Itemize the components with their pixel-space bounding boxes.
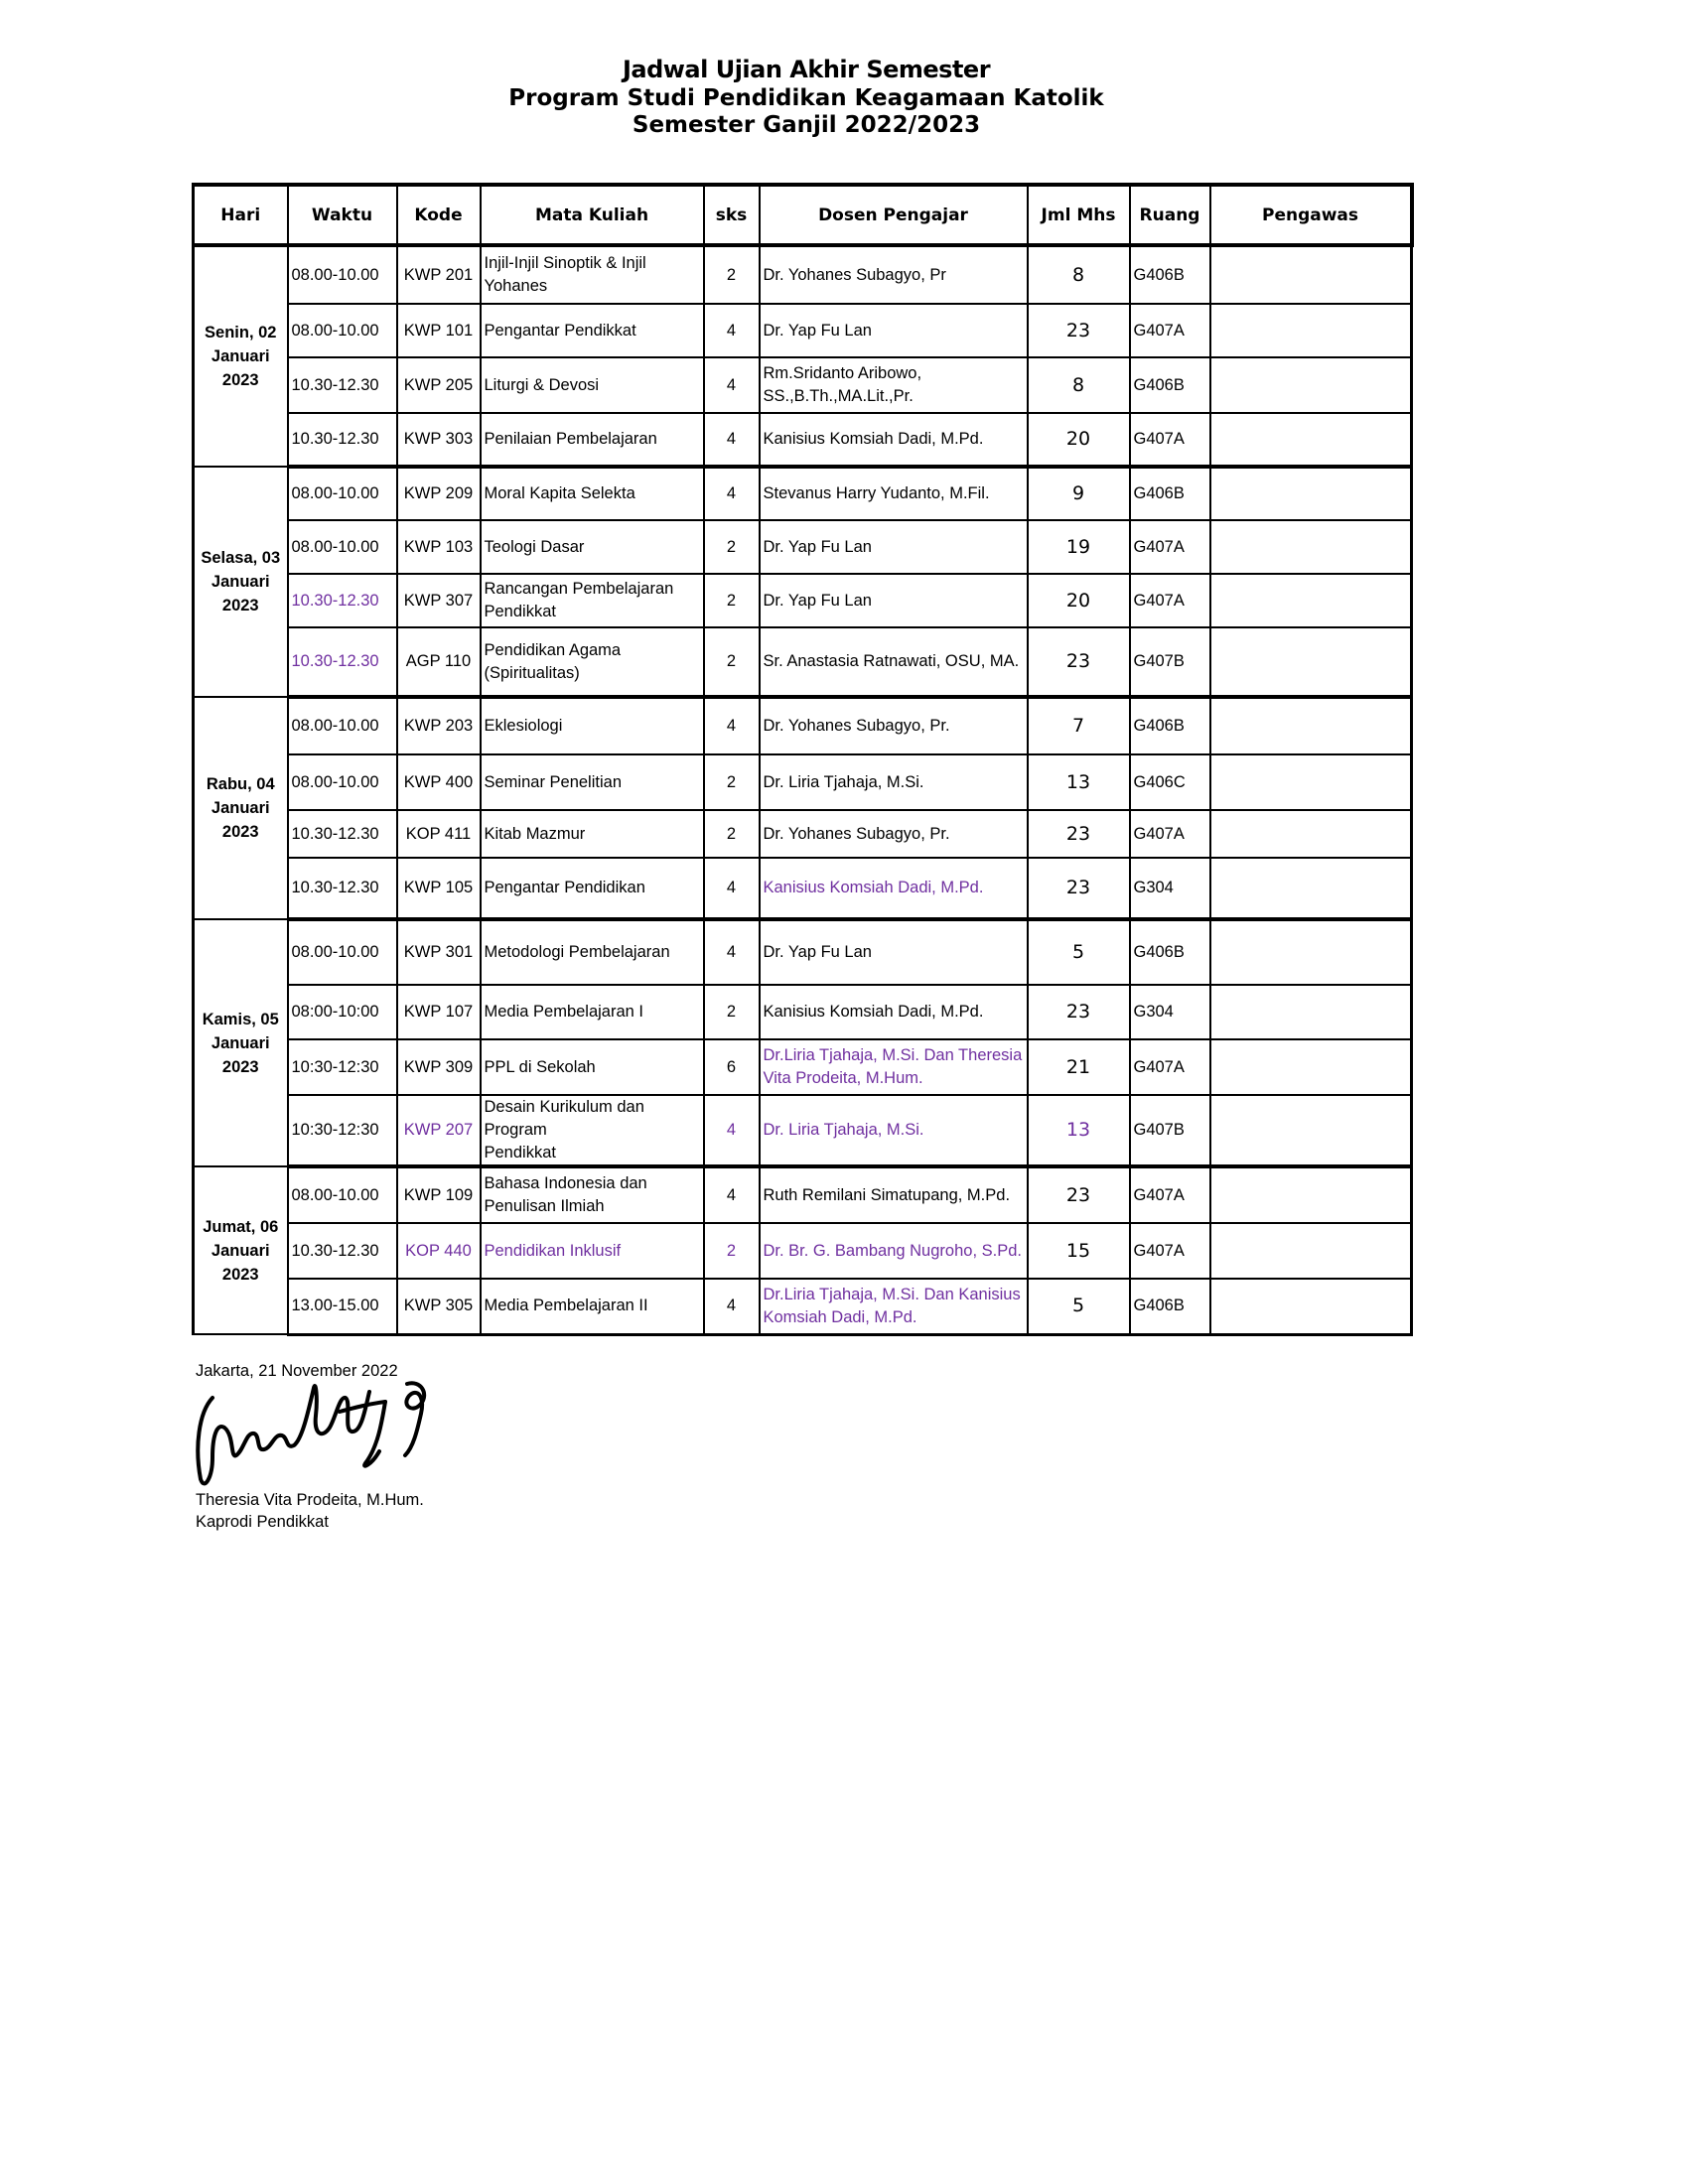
day-label-line: Jumat, 06 bbox=[203, 1217, 279, 1236]
cell-hari bbox=[194, 467, 288, 697]
table-row bbox=[194, 357, 1412, 413]
cell-kode: KOP 411 bbox=[397, 810, 481, 858]
cell-pengawas bbox=[1210, 1166, 1412, 1223]
cell-mata-kuliah bbox=[481, 1039, 704, 1095]
table-row bbox=[194, 1095, 1412, 1166]
cell-text-line: Metodologi Pembelajaran bbox=[484, 943, 670, 961]
cell-text-line: Pendikkat bbox=[484, 1144, 556, 1161]
cell-ruang: G407A bbox=[1130, 304, 1210, 357]
cell-text-line: Penulisan Ilmiah bbox=[484, 1197, 605, 1215]
cell-text-line: Pendidikan Inklusif bbox=[484, 1241, 622, 1260]
cell-mata-kuliah bbox=[481, 1279, 704, 1334]
cell-sks: 2 bbox=[704, 627, 760, 697]
cell-mata-kuliah bbox=[481, 574, 704, 627]
cell-sks: 2 bbox=[704, 1223, 760, 1279]
table-row bbox=[194, 858, 1412, 919]
cell-ruang: G304 bbox=[1130, 858, 1210, 919]
cell-text-line: Desain Kurikulum dan Program bbox=[484, 1098, 644, 1139]
cell-jml-mhs: 23 bbox=[1028, 1166, 1130, 1223]
cell-text-line: Kitab Mazmur bbox=[484, 824, 586, 843]
cell-pengawas bbox=[1210, 919, 1412, 985]
cell-kode: KWP 301 bbox=[397, 919, 481, 985]
cell-dosen bbox=[760, 810, 1028, 858]
cell-dosen bbox=[760, 1166, 1028, 1223]
cell-waktu: 10.30-12.30 bbox=[288, 627, 397, 697]
cell-jml-mhs: 23 bbox=[1028, 858, 1130, 919]
cell-text-line: Penilaian Pembelajaran bbox=[484, 430, 657, 448]
cell-waktu: 08.00-10.00 bbox=[288, 245, 397, 304]
column-header-pengawas: Pengawas bbox=[1210, 185, 1412, 245]
cell-sks: 4 bbox=[704, 1095, 760, 1166]
cell-ruang: G406B bbox=[1130, 357, 1210, 413]
day-label-line: Januari bbox=[211, 1033, 270, 1052]
cell-mata-kuliah bbox=[481, 697, 704, 754]
cell-ruang: G407A bbox=[1130, 810, 1210, 858]
cell-pengawas bbox=[1210, 1039, 1412, 1095]
cell-kode: KWP 203 bbox=[397, 697, 481, 754]
cell-kode: KWP 109 bbox=[397, 1166, 481, 1223]
cell-text-line: Eklesiologi bbox=[484, 717, 563, 735]
cell-text-line: Vita Prodeita, M.Hum. bbox=[763, 1069, 923, 1087]
cell-ruang: G406B bbox=[1130, 697, 1210, 754]
cell-mata-kuliah bbox=[481, 357, 704, 413]
cell-text-line: Rm.Sridanto Aribowo, bbox=[763, 364, 922, 382]
cell-ruang: G407A bbox=[1130, 413, 1210, 467]
cell-dosen bbox=[760, 985, 1028, 1039]
cell-kode: KWP 303 bbox=[397, 413, 481, 467]
cell-pengawas bbox=[1210, 985, 1412, 1039]
table-row bbox=[194, 810, 1412, 858]
cell-waktu: 08.00-10.00 bbox=[288, 1166, 397, 1223]
cell-text-line: Dr. Yap Fu Lan bbox=[763, 591, 872, 610]
cell-jml-mhs: 13 bbox=[1028, 1095, 1130, 1166]
cell-sks: 6 bbox=[704, 1039, 760, 1095]
cell-ruang: G407B bbox=[1130, 627, 1210, 697]
cell-waktu: 10:30-12:30 bbox=[288, 1095, 397, 1166]
cell-dosen bbox=[760, 520, 1028, 574]
table-row bbox=[194, 627, 1412, 697]
cell-kode: KWP 103 bbox=[397, 520, 481, 574]
cell-jml-mhs: 21 bbox=[1028, 1039, 1130, 1095]
day-label-line: Rabu, 04 bbox=[206, 775, 275, 793]
day-label-line: Januari bbox=[211, 799, 270, 817]
cell-jml-mhs: 13 bbox=[1028, 754, 1130, 810]
cell-mata-kuliah bbox=[481, 467, 704, 520]
day-label-line: 2023 bbox=[221, 371, 259, 389]
cell-pengawas bbox=[1210, 467, 1412, 520]
exam-schedule-table bbox=[192, 183, 1414, 1336]
cell-dosen bbox=[760, 467, 1028, 520]
day-label-line: Januari bbox=[211, 1241, 270, 1260]
cell-kode: KWP 305 bbox=[397, 1279, 481, 1334]
cell-sks: 2 bbox=[704, 245, 760, 304]
cell-text-line: Liturgi & Devosi bbox=[484, 375, 600, 394]
semester-title: Semester Ganjil 2022/2023 bbox=[632, 112, 981, 138]
cell-dosen bbox=[760, 1039, 1028, 1095]
table-body bbox=[194, 245, 1412, 1334]
cell-text-line: Dr. Yohanes Subagyo, Pr. bbox=[763, 717, 950, 735]
cell-pengawas bbox=[1210, 245, 1412, 304]
cell-text-line: PPL di Sekolah bbox=[484, 1057, 596, 1076]
cell-mata-kuliah bbox=[481, 304, 704, 357]
table-row bbox=[194, 574, 1412, 627]
cell-ruang: G304 bbox=[1130, 985, 1210, 1039]
cell-jml-mhs: 23 bbox=[1028, 810, 1130, 858]
cell-text-line: Dr. Liria Tjahaja, M.Si. bbox=[763, 772, 924, 791]
cell-ruang: G407A bbox=[1130, 574, 1210, 627]
day-label-line: 2023 bbox=[221, 597, 259, 614]
day-label-line: 2023 bbox=[221, 1057, 259, 1076]
cell-text-line: SS.,B.Th.,MA.Lit.,Pr. bbox=[763, 387, 914, 405]
cell-jml-mhs: 23 bbox=[1028, 985, 1130, 1039]
column-header-ruang: Ruang bbox=[1130, 185, 1210, 245]
column-header-hari: Hari bbox=[194, 185, 288, 245]
cell-pengawas bbox=[1210, 304, 1412, 357]
cell-pengawas bbox=[1210, 357, 1412, 413]
cell-text-line: Dr.Liria Tjahaja, M.Si. Dan Kanisius bbox=[763, 1285, 1021, 1303]
cell-waktu: 08.00-10.00 bbox=[288, 919, 397, 985]
cell-pengawas bbox=[1210, 1223, 1412, 1279]
cell-text-line: Rancangan Pembelajaran bbox=[484, 580, 674, 598]
column-header-kode: Kode bbox=[397, 185, 481, 245]
cell-ruang: G407A bbox=[1130, 1223, 1210, 1279]
cell-pengawas bbox=[1210, 574, 1412, 627]
cell-kode: KWP 207 bbox=[397, 1095, 481, 1166]
cell-jml-mhs: 23 bbox=[1028, 627, 1130, 697]
table-row bbox=[194, 919, 1412, 985]
cell-hari bbox=[194, 1166, 288, 1334]
cell-waktu: 10.30-12.30 bbox=[288, 858, 397, 919]
day-label-line: Senin, 02 bbox=[205, 324, 277, 341]
cell-kode: KWP 307 bbox=[397, 574, 481, 627]
cell-jml-mhs: 8 bbox=[1028, 357, 1130, 413]
cell-text-line: Media Pembelajaran II bbox=[484, 1297, 648, 1315]
cell-waktu: 13.00-15.00 bbox=[288, 1279, 397, 1334]
cell-text-line: Pendikkat bbox=[484, 603, 556, 620]
day-label-line: 2023 bbox=[221, 1265, 259, 1284]
cell-text-line: Moral Kapita Selekta bbox=[484, 484, 635, 502]
cell-text-line: Injil-Injil Sinoptik & Injil Yohanes bbox=[484, 254, 646, 295]
cell-ruang: G407A bbox=[1130, 1166, 1210, 1223]
cell-text-line: Dr. Yohanes Subagyo, Pr bbox=[763, 265, 946, 284]
cell-sks: 4 bbox=[704, 858, 760, 919]
cell-text-line: Media Pembelajaran I bbox=[484, 1003, 644, 1021]
cell-waktu: 08.00-10.00 bbox=[288, 520, 397, 574]
cell-pengawas bbox=[1210, 1279, 1412, 1334]
cell-mata-kuliah bbox=[481, 858, 704, 919]
cell-pengawas bbox=[1210, 627, 1412, 697]
cell-sks: 2 bbox=[704, 985, 760, 1039]
cell-pengawas bbox=[1210, 413, 1412, 467]
cell-sks: 4 bbox=[704, 467, 760, 520]
cell-kode: KWP 101 bbox=[397, 304, 481, 357]
cell-kode: KWP 205 bbox=[397, 357, 481, 413]
cell-dosen bbox=[760, 574, 1028, 627]
cell-kode: KWP 105 bbox=[397, 858, 481, 919]
cell-dosen bbox=[760, 697, 1028, 754]
cell-ruang: G406B bbox=[1130, 467, 1210, 520]
cell-sks: 4 bbox=[704, 304, 760, 357]
table-row bbox=[194, 467, 1412, 520]
cell-text-line: Bahasa Indonesia dan bbox=[484, 1174, 647, 1192]
cell-kode: KWP 309 bbox=[397, 1039, 481, 1095]
cell-jml-mhs: 5 bbox=[1028, 1279, 1130, 1334]
cell-waktu: 08.00-10.00 bbox=[288, 304, 397, 357]
cell-sks: 4 bbox=[704, 413, 760, 467]
cell-text-line: Teologi Dasar bbox=[484, 537, 585, 556]
cell-text-line: Kanisius Komsiah Dadi, M.Pd. bbox=[763, 430, 984, 448]
signatory-role: Kaprodi Pendikkat bbox=[196, 1513, 329, 1531]
cell-kode: KWP 209 bbox=[397, 467, 481, 520]
column-header-sks: sks bbox=[704, 185, 760, 245]
table-row bbox=[194, 754, 1412, 810]
cell-mata-kuliah bbox=[481, 245, 704, 304]
cell-mata-kuliah bbox=[481, 754, 704, 810]
cell-text-line: (Spiritualitas) bbox=[484, 663, 580, 682]
cell-waktu: 10.30-12.30 bbox=[288, 1223, 397, 1279]
cell-hari bbox=[194, 697, 288, 919]
cell-waktu: 10.30-12.30 bbox=[288, 413, 397, 467]
cell-waktu: 10.30-12.30 bbox=[288, 810, 397, 858]
cell-mata-kuliah bbox=[481, 810, 704, 858]
cell-jml-mhs: 9 bbox=[1028, 467, 1130, 520]
cell-ruang: G406B bbox=[1130, 919, 1210, 985]
cell-kode: KWP 201 bbox=[397, 245, 481, 304]
cell-sks: 2 bbox=[704, 754, 760, 810]
column-header-waktu: Waktu bbox=[288, 185, 397, 245]
cell-jml-mhs: 8 bbox=[1028, 245, 1130, 304]
day-label-line: 2023 bbox=[221, 823, 259, 841]
cell-sks: 4 bbox=[704, 1279, 760, 1334]
cell-sks: 2 bbox=[704, 520, 760, 574]
cell-text-line: Sr. Anastasia Ratnawati, OSU, MA. bbox=[763, 652, 1020, 670]
table-row bbox=[194, 520, 1412, 574]
cell-text-line: Pengantar Pendidikan bbox=[484, 879, 645, 896]
table-row bbox=[194, 1223, 1412, 1279]
cell-pengawas bbox=[1210, 858, 1412, 919]
cell-sks: 4 bbox=[704, 357, 760, 413]
table-row bbox=[194, 413, 1412, 467]
signature-date: Jakarta, 21 November 2022 bbox=[196, 1362, 398, 1380]
cell-ruang: G406B bbox=[1130, 1279, 1210, 1334]
cell-hari bbox=[194, 919, 288, 1166]
cell-waktu: 10.30-12.30 bbox=[288, 574, 397, 627]
table-row bbox=[194, 697, 1412, 754]
cell-dosen bbox=[760, 304, 1028, 357]
cell-sks: 2 bbox=[704, 574, 760, 627]
cell-kode: KWP 107 bbox=[397, 985, 481, 1039]
cell-text-line: Dr. Liria Tjahaja, M.Si. bbox=[763, 1121, 924, 1139]
cell-dosen bbox=[760, 919, 1028, 985]
cell-mata-kuliah bbox=[481, 520, 704, 574]
cell-jml-mhs: 7 bbox=[1028, 697, 1130, 754]
cell-mata-kuliah bbox=[481, 919, 704, 985]
cell-text-line: Dr. Yap Fu Lan bbox=[763, 537, 872, 556]
cell-mata-kuliah bbox=[481, 1095, 704, 1166]
cell-mata-kuliah bbox=[481, 627, 704, 697]
cell-waktu: 08.00-10.00 bbox=[288, 697, 397, 754]
cell-pengawas bbox=[1210, 810, 1412, 858]
cell-mata-kuliah bbox=[481, 985, 704, 1039]
cell-kode: KWP 400 bbox=[397, 754, 481, 810]
signatory-name: Theresia Vita Prodeita, M.Hum. bbox=[196, 1491, 424, 1509]
cell-dosen bbox=[760, 357, 1028, 413]
cell-waktu: 08.00-10.00 bbox=[288, 754, 397, 810]
table-row bbox=[194, 985, 1412, 1039]
cell-text-line: Pendidikan Agama bbox=[484, 640, 622, 659]
cell-jml-mhs: 19 bbox=[1028, 520, 1130, 574]
cell-text-line: Dr. Yohanes Subagyo, Pr. bbox=[763, 824, 950, 843]
cell-pengawas bbox=[1210, 754, 1412, 810]
cell-pengawas bbox=[1210, 1095, 1412, 1166]
cell-text-line: Komsiah Dadi, M.Pd. bbox=[763, 1307, 917, 1326]
program-title: Program Studi Pendidikan Keagamaan Katolik bbox=[508, 85, 1104, 111]
table-header-row bbox=[194, 185, 1412, 245]
cell-text-line: Kanisius Komsiah Dadi, M.Pd. bbox=[763, 1003, 984, 1021]
cell-text-line: Stevanus Harry Yudanto, M.Fil. bbox=[763, 484, 990, 502]
column-header-jml-mhs: Jml Mhs bbox=[1028, 185, 1130, 245]
cell-sks: 4 bbox=[704, 1166, 760, 1223]
column-header-dosen: Dosen Pengajar bbox=[760, 185, 1028, 245]
table-row bbox=[194, 1039, 1412, 1095]
day-label-line: Januari bbox=[211, 347, 270, 365]
cell-dosen bbox=[760, 627, 1028, 697]
cell-waktu: 08:00-10:00 bbox=[288, 985, 397, 1039]
cell-kode: KOP 440 bbox=[397, 1223, 481, 1279]
table-row bbox=[194, 245, 1412, 304]
cell-pengawas bbox=[1210, 520, 1412, 574]
day-label-line: Kamis, 05 bbox=[202, 1010, 279, 1028]
cell-mata-kuliah bbox=[481, 413, 704, 467]
cell-jml-mhs: 20 bbox=[1028, 574, 1130, 627]
cell-sks: 4 bbox=[704, 919, 760, 985]
cell-text-line: Dr. Br. G. Bambang Nugroho, S.Pd. bbox=[763, 1241, 1022, 1260]
cell-dosen bbox=[760, 858, 1028, 919]
cell-sks: 4 bbox=[704, 697, 760, 754]
document-title: Jadwal Ujian Akhir Semester bbox=[622, 56, 991, 83]
table-row bbox=[194, 304, 1412, 357]
cell-hari bbox=[194, 245, 288, 467]
table-row bbox=[194, 1166, 1412, 1223]
cell-dosen bbox=[760, 1223, 1028, 1279]
cell-mata-kuliah bbox=[481, 1223, 704, 1279]
cell-dosen bbox=[760, 1279, 1028, 1334]
table-row bbox=[194, 1279, 1412, 1334]
cell-ruang: G406B bbox=[1130, 245, 1210, 304]
cell-ruang: G407A bbox=[1130, 1039, 1210, 1095]
cell-dosen bbox=[760, 245, 1028, 304]
cell-text-line: Dr. Yap Fu Lan bbox=[763, 321, 872, 340]
cell-mata-kuliah bbox=[481, 1166, 704, 1223]
cell-waktu: 10:30-12:30 bbox=[288, 1039, 397, 1095]
cell-text-line: Ruth Remilani Simatupang, M.Pd. bbox=[763, 1185, 1011, 1204]
cell-sks: 2 bbox=[704, 810, 760, 858]
cell-waktu: 08.00-10.00 bbox=[288, 467, 397, 520]
cell-text-line: Kanisius Komsiah Dadi, M.Pd. bbox=[763, 879, 984, 896]
cell-jml-mhs: 5 bbox=[1028, 919, 1130, 985]
cell-jml-mhs: 15 bbox=[1028, 1223, 1130, 1279]
cell-text-line: Dr. Yap Fu Lan bbox=[763, 943, 872, 961]
cell-text-line: Dr.Liria Tjahaja, M.Si. Dan Theresia bbox=[763, 1046, 1023, 1064]
cell-ruang: G407A bbox=[1130, 520, 1210, 574]
handwritten-signature bbox=[191, 1368, 449, 1492]
cell-ruang: G407B bbox=[1130, 1095, 1210, 1166]
cell-jml-mhs: 23 bbox=[1028, 304, 1130, 357]
cell-kode: AGP 110 bbox=[397, 627, 481, 697]
cell-dosen bbox=[760, 413, 1028, 467]
cell-pengawas bbox=[1210, 697, 1412, 754]
cell-text-line: Pengantar Pendikkat bbox=[484, 321, 636, 340]
cell-jml-mhs: 20 bbox=[1028, 413, 1130, 467]
cell-dosen bbox=[760, 754, 1028, 810]
cell-ruang: G406C bbox=[1130, 754, 1210, 810]
cell-text-line: Seminar Penelitian bbox=[484, 772, 622, 791]
cell-waktu: 10.30-12.30 bbox=[288, 357, 397, 413]
column-header-mata-kuliah: Mata Kuliah bbox=[481, 185, 704, 245]
day-label-line: Selasa, 03 bbox=[201, 549, 281, 567]
day-label-line: Januari bbox=[211, 573, 270, 591]
cell-dosen bbox=[760, 1095, 1028, 1166]
